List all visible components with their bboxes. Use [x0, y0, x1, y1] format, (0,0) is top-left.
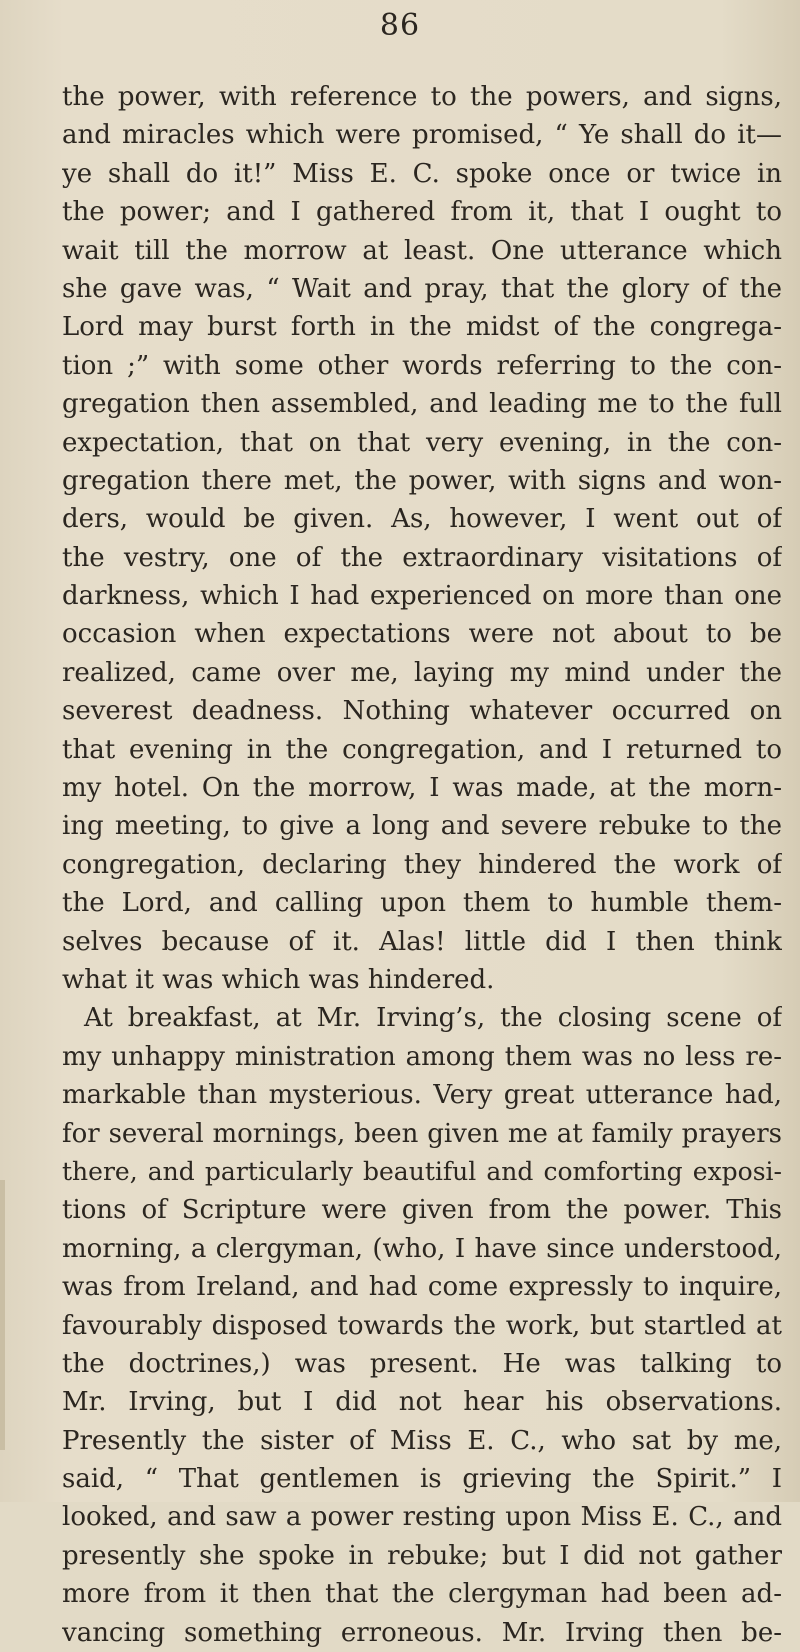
text-line: Lord may burst forth in the midst of the congrega- — [62, 312, 782, 343]
text-line: that evening in the congregation, and I returned to — [62, 734, 782, 765]
body-text — [62, 78, 782, 1652]
text-line: selves because of it. Alas! little did I then think — [62, 926, 782, 957]
page-number: 86 — [379, 8, 421, 43]
text-line: and miracles which were promised, “ Ye shall do it— — [62, 120, 782, 151]
text-line: more from it then that the clergyman had been ad- — [62, 1579, 782, 1610]
text-line: gregation there met, the power, with signs and won- — [62, 465, 782, 496]
text-line: ye shall do it!” Miss E. C. spoke once or twice in — [62, 158, 782, 189]
text-line: the power; and I gathered from it, that I ought to — [62, 197, 782, 228]
text-line: the doctrines,) was present. He was talking to — [62, 1348, 782, 1379]
text-line: tion ;” with some other words referring to the con- — [62, 350, 782, 381]
text-line: my hotel. On the morrow, I was made, at the morn- — [62, 773, 782, 804]
text-line: tions of Scripture were given from the power. This — [62, 1195, 782, 1226]
page-edge-shadow — [0, 1180, 5, 1450]
text-line: said, “ That gentlemen is grieving the Spirit.” I — [62, 1464, 782, 1495]
text-line: the Lord, and calling upon them to humble them- — [62, 888, 782, 919]
text-line: occasion when expectations were not about to be — [62, 619, 782, 650]
text-line: she gave was, “ Wait and pray, that the glory of the — [62, 273, 782, 304]
text-line: the vestry, one of the extraordinary visitations of — [62, 542, 782, 573]
text-line: congregation, declaring they hindered the work of — [62, 849, 782, 880]
text-line: presently she spoke in rebuke; but I did not gather — [62, 1540, 782, 1571]
text-line: wait till the morrow at least. One utterance which — [62, 235, 782, 266]
text-line: At breakfast, at Mr. Irving’s, the closing scene of — [84, 1003, 782, 1034]
text-line: gregation then assembled, and leading me to the full — [62, 389, 782, 420]
text-line: what it was which was hindered. — [62, 964, 495, 995]
text-line: the power, with reference to the powers, and signs, — [62, 82, 782, 112]
text-line: there, and particularly beautiful and comforting exposi- — [62, 1156, 782, 1186]
text-line: my unhappy ministration among them was no less re- — [62, 1041, 782, 1072]
text-line: looked, and saw a power resting upon Miss E. C., and — [62, 1502, 782, 1533]
text-line: markable than mysterious. Very great utterance had, — [62, 1080, 782, 1111]
text-line: ders, would be given. As, however, I went out of — [62, 504, 782, 535]
text-line: severest deadness. Nothing whatever occurred on — [62, 696, 782, 727]
text-line: for several mornings, been given me at family prayers — [62, 1118, 782, 1149]
text-line: darkness, which I had experienced on more than one — [62, 581, 782, 612]
text-line: Mr. Irving, but I did not hear his observations. — [62, 1387, 782, 1418]
text-line: realized, came over me, laying my mind under the — [62, 657, 782, 688]
text-line: favourably disposed towards the work, but startled at — [62, 1310, 782, 1341]
text-line: expectation, that on that very evening, in the con- — [62, 427, 782, 458]
text-line: morning, a clergyman, (who, I have since understood, — [62, 1233, 782, 1264]
text-line: Presently the sister of Miss E. C., who sat by me, — [62, 1425, 782, 1456]
text-line: vancing something erroneous. Mr. Irving then be- — [62, 1617, 782, 1648]
text-line: was from Ireland, and had come expressly to inquire, — [62, 1272, 782, 1303]
text-line: ing meeting, to give a long and severe rebuke to the — [62, 811, 782, 842]
